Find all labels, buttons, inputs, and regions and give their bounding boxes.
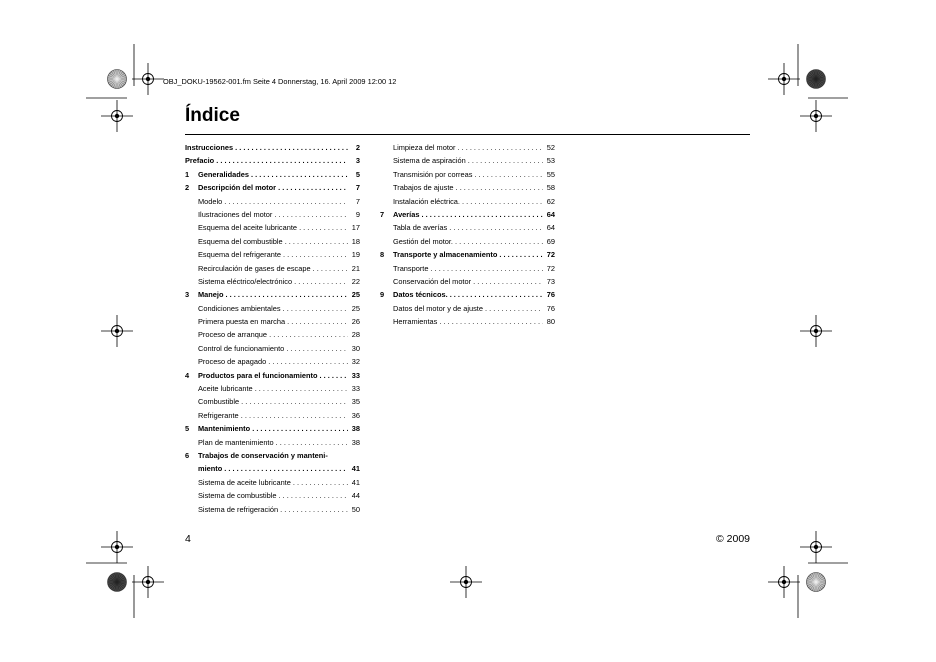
toc-entry[interactable] — [185, 221, 360, 234]
toc-page-number: 36 — [351, 410, 360, 420]
toc-entry[interactable] — [185, 409, 360, 422]
toc-chapter-number: 6 — [185, 450, 190, 460]
toc-page-number: 73 — [546, 276, 555, 286]
toc-page-number: 25 — [351, 290, 360, 300]
toc-entry[interactable] — [380, 168, 555, 181]
toc-page-number: 72 — [546, 263, 555, 273]
toc-entry[interactable] — [185, 449, 360, 462]
toc-page-number: 50 — [351, 504, 360, 514]
toc-entry-label: Aceite lubricante . . . — [198, 382, 348, 395]
toc-entry-label: Sistema de aceite lubricante . . . — [198, 476, 348, 489]
toc-entry[interactable] — [380, 248, 555, 261]
toc-entry-label: Condiciones ambientales . . . — [198, 302, 348, 315]
footer-page-number: 4 — [185, 533, 191, 545]
toc-chapter-number: 7 — [380, 209, 385, 219]
toc-entry-label: Manejo . . . — [198, 288, 348, 301]
toc-page-number: 72 — [546, 250, 555, 260]
toc-entry[interactable] — [185, 248, 360, 261]
toc-entry[interactable] — [185, 369, 360, 382]
toc-entry-label: Trabajos de conservación y manteni- — [198, 450, 328, 460]
toc-entry-label: Proceso de arranque . . . — [198, 328, 348, 341]
toc-page-number: 76 — [546, 290, 555, 300]
toc-entry[interactable] — [185, 355, 360, 368]
toc-entry[interactable] — [185, 489, 360, 502]
toc-entry[interactable] — [185, 328, 360, 341]
toc-page-number: 69 — [546, 236, 555, 246]
toc-entry[interactable] — [185, 288, 360, 301]
toc-page-number: 25 — [351, 303, 360, 313]
toc-entry[interactable] — [380, 302, 555, 315]
toc-page-number: 5 — [355, 169, 360, 179]
toc-entry[interactable] — [185, 208, 360, 221]
toc-entry[interactable] — [185, 315, 360, 328]
registration-mark-dot — [814, 114, 818, 118]
toc-chapter-number: 1 — [185, 169, 190, 179]
toc-page-number: 41 — [351, 464, 360, 474]
toc-page-number: 55 — [546, 169, 555, 179]
toc-entry[interactable] — [185, 476, 360, 489]
toc-entry-label: Limpieza del motor . . . — [393, 141, 543, 154]
toc-page-number: 41 — [351, 477, 360, 487]
toc-page-number: 62 — [546, 196, 555, 206]
toc-entry-label: Mantenimiento . . . — [198, 422, 348, 435]
page-title: Índice — [185, 105, 240, 126]
toc-chapter-number: 4 — [185, 370, 190, 380]
toc-entry[interactable] — [380, 235, 555, 248]
registration-mark-dot — [146, 580, 150, 584]
toc-entry[interactable] — [380, 181, 555, 194]
toc-entry[interactable] — [380, 141, 555, 154]
toc-page-number: 38 — [351, 437, 360, 447]
toc-left-column — [185, 141, 360, 516]
toc-page-number: 58 — [546, 183, 555, 193]
toc-entry[interactable] — [185, 141, 360, 154]
title-rule — [185, 134, 750, 135]
toc-entry-label: Prefacio . . . — [185, 154, 348, 167]
toc-entry-label: miento . . . — [198, 462, 348, 475]
footer-copyright: © 2009 — [715, 533, 750, 545]
toc-page-number: 7 — [355, 196, 360, 206]
toc-entry-label: Sistema eléctrico/electrónico . . . — [198, 275, 348, 288]
registration-mark-dot — [782, 77, 786, 81]
toc-entry-label: Transmisión por correas . . . — [393, 168, 543, 181]
toc-entry-label: Sistema de combustible . . . — [198, 489, 348, 502]
toc-entry[interactable] — [185, 503, 360, 516]
registration-mark-dot — [814, 545, 818, 549]
toc-page-number: 44 — [351, 491, 360, 501]
toc-entry-label: Combustible . . . — [198, 395, 348, 408]
toc-entry[interactable] — [380, 315, 555, 328]
toc-entry[interactable] — [185, 436, 360, 449]
toc-entry[interactable] — [185, 262, 360, 275]
toc-page-number: 18 — [351, 236, 360, 246]
toc-entry[interactable] — [380, 154, 555, 167]
toc-entry[interactable] — [185, 395, 360, 408]
toc-entry[interactable] — [185, 302, 360, 315]
toc-entry-label: Descripción del motor . . . — [198, 181, 348, 194]
toc-entry[interactable] — [185, 154, 360, 167]
toc-page-number: 9 — [355, 209, 360, 219]
toc-entry[interactable] — [380, 262, 555, 275]
toc-chapter-number: 2 — [185, 183, 190, 193]
toc-entry[interactable] — [185, 235, 360, 248]
toc-chapter-number: 8 — [380, 250, 385, 260]
toc-entry-label: Generalidades . . . — [198, 168, 348, 181]
toc-page-number: 2 — [355, 143, 360, 152]
registration-mark-dot — [146, 77, 150, 81]
toc-entry[interactable] — [185, 462, 360, 475]
toc-entry-label: Trabajos de ajuste . . . — [393, 181, 543, 194]
toc-page-number: 52 — [546, 143, 555, 152]
registration-mark-dot — [782, 580, 786, 584]
toc-entry[interactable] — [380, 195, 555, 208]
toc-page-number: 3 — [355, 156, 360, 166]
toc-entry-label: Conservación del motor . . . — [393, 275, 543, 288]
toc-entry[interactable] — [185, 168, 360, 181]
toc-page-number: 33 — [351, 370, 360, 380]
toc-entry-label: Recirculación de gases de escape . . . — [198, 262, 348, 275]
toc-page-number: 64 — [546, 209, 555, 219]
toc-entry-label: Control de funcionamiento . . . — [198, 342, 348, 355]
toc-entry[interactable] — [185, 422, 360, 435]
print-file-header: OBJ_DOKU-19562-001.fm Seite 4 Donnerstag, 16. April 2009 12:00 12 — [163, 77, 397, 86]
toc-page-number: 19 — [351, 250, 360, 260]
toc-entry-label: Modelo . . . — [198, 195, 348, 208]
toc-entry-label: Esquema del combustible . . . — [198, 235, 348, 248]
toc-entry-label: Productos para el funcionamiento . . . — [198, 369, 348, 382]
toc-entry-label: Sistema de refrigeración . . . — [198, 503, 348, 516]
toc-entry-label: Datos del motor y de ajuste . . . — [393, 302, 543, 315]
toc-entry-label: Refrigerante . . . — [198, 409, 348, 422]
toc-page-number: 33 — [351, 384, 360, 394]
toc-entry-label: Instrucciones . . . — [185, 141, 348, 154]
toc-page-number: 26 — [351, 317, 360, 327]
toc-entry-label: Tabla de averías . . . — [393, 221, 543, 234]
toc-page-number: 38 — [351, 424, 360, 434]
toc-entry[interactable] — [185, 382, 360, 395]
toc-entry[interactable] — [380, 221, 555, 234]
toc-page-number: 30 — [351, 343, 360, 353]
toc-page-number: 64 — [546, 223, 555, 233]
toc-entry-label: Averías . . . — [393, 208, 543, 221]
toc-page-number: 28 — [351, 330, 360, 340]
toc-entry-label: Transporte y almacenamiento . . . — [393, 248, 543, 261]
toc-entry-label: Plan de mantenimiento . . . — [198, 436, 348, 449]
toc-chapter-number: 5 — [185, 424, 190, 434]
toc-entry-label: Herramientas . . . — [393, 315, 543, 328]
toc-entry-label: Datos técnicos. . . . — [393, 288, 543, 301]
toc-chapter-number: 3 — [185, 290, 190, 300]
toc-page-number: 32 — [351, 357, 360, 367]
toc-page-number: 21 — [351, 263, 360, 273]
toc-entry-label: Primera puesta en marcha . . . — [198, 315, 348, 328]
toc-entry-label: Esquema del aceite lubricante . . . — [198, 221, 348, 234]
toc-right-column — [380, 141, 555, 328]
registration-mark-dot — [115, 329, 119, 333]
toc-entry-label: Sistema de aspiración . . . — [393, 154, 543, 167]
toc-entry[interactable] — [185, 275, 360, 288]
toc-entry-label: Proceso de apagado . . . — [198, 355, 348, 368]
toc-entry-label: Transporte . . . — [393, 262, 543, 275]
toc-page-number: 17 — [351, 223, 360, 233]
registration-mark-dot — [464, 580, 468, 584]
toc-page-number: 53 — [546, 156, 555, 166]
toc-chapter-number: 9 — [380, 290, 385, 300]
toc-page-number: 80 — [546, 317, 555, 327]
toc-page-number: 35 — [351, 397, 360, 407]
registration-mark-dot — [814, 329, 818, 333]
registration-mark-dot — [115, 114, 119, 118]
toc-page-number: 7 — [355, 183, 360, 193]
toc-entry[interactable] — [185, 195, 360, 208]
registration-mark-dot — [115, 545, 119, 549]
toc-entry-label: Gestión del motor. . . . — [393, 235, 543, 248]
toc-entry[interactable] — [380, 208, 555, 221]
toc-page-number: 76 — [546, 303, 555, 313]
toc-entry-label: Ilustraciones del motor . . . — [198, 208, 348, 221]
toc-entry-label: Esquema del refrigerante . . . — [198, 248, 348, 261]
toc-entry[interactable] — [185, 342, 360, 355]
toc-entry[interactable] — [380, 275, 555, 288]
toc-entry[interactable] — [380, 288, 555, 301]
toc-entry[interactable] — [185, 181, 360, 194]
toc-page-number: 22 — [351, 276, 360, 286]
toc-entry-label: Instalación eléctrica. . . . — [393, 195, 543, 208]
